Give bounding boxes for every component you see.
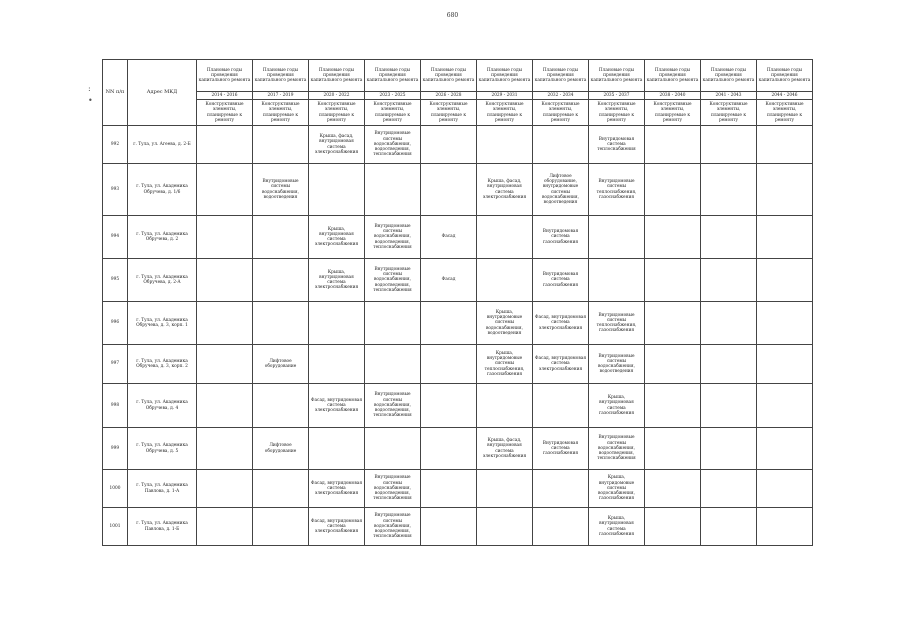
repair-cell xyxy=(701,259,757,302)
header-plan: Плановые годы проведения капитального ремонта xyxy=(477,60,533,92)
repair-cell: Внутридомовые системы водоснабжения, водоотведения xyxy=(589,345,645,384)
header-period: 2020 - 2022 xyxy=(309,92,365,100)
table-row xyxy=(103,470,813,508)
repair-cell: Лифтовое оборудование, внутридомовые системы водоснабжения, водоотведения xyxy=(533,164,589,216)
repair-cell: Крыша, внутридомовая система электроснабжения xyxy=(309,216,365,259)
repair-cell xyxy=(197,164,253,216)
repair-cell: Крыша, фасад, внутридомовая система электроснабжения xyxy=(477,164,533,216)
repair-cell xyxy=(533,470,589,508)
repair-cell xyxy=(701,384,757,428)
header-period: 2035 - 2037 xyxy=(589,92,645,100)
repair-cell xyxy=(701,216,757,259)
repair-cell xyxy=(757,126,813,164)
repair-cell: Внутридомовая система газоснабжения xyxy=(533,216,589,259)
repair-cell xyxy=(365,345,421,384)
table-row xyxy=(103,302,813,345)
row-number: 996 xyxy=(103,302,128,345)
row-number: 1000 xyxy=(103,470,128,508)
table-row xyxy=(103,384,813,428)
repair-cell xyxy=(197,508,253,546)
repair-cell: Крыша, внутридомовые системы водоснабжения, водоотведения xyxy=(477,302,533,345)
repair-cell xyxy=(309,164,365,216)
repair-cell xyxy=(253,259,309,302)
repair-cell xyxy=(645,259,701,302)
repair-cell xyxy=(701,302,757,345)
header-period: 2023 - 2025 xyxy=(365,92,421,100)
row-number: 994 xyxy=(103,216,128,259)
repair-cell xyxy=(421,302,477,345)
header-plan: Плановые годы проведения капитального ремонта xyxy=(309,60,365,92)
header-plan: Плановые годы проведения капитального ремонта xyxy=(701,60,757,92)
repair-cell: Внутридомовые системы водоснабжения, водоотведения xyxy=(253,164,309,216)
repair-cell: Крыша, внутридомовая система электроснабжения xyxy=(309,259,365,302)
repair-cell xyxy=(197,384,253,428)
repair-cell: Фасад xyxy=(421,259,477,302)
table-row xyxy=(103,508,813,546)
repair-cell xyxy=(421,470,477,508)
row-number: 999 xyxy=(103,428,128,470)
repair-cell xyxy=(645,508,701,546)
repair-cell: Фасад, внутридомовая система электроснабжения xyxy=(309,470,365,508)
repair-cell: Крыша, внутридомовые системы водоснабжения, газоснабжения xyxy=(589,470,645,508)
header-period: 2026 - 2028 xyxy=(421,92,477,100)
repair-cell xyxy=(589,259,645,302)
repair-cell xyxy=(253,470,309,508)
row-address: г. Тула, ул. Академика Обручева, д. 2-А xyxy=(128,259,197,302)
page-number: 680 xyxy=(446,12,459,19)
repair-cell xyxy=(365,428,421,470)
repair-cell xyxy=(197,302,253,345)
header-row-plan xyxy=(103,60,813,92)
repair-cell xyxy=(477,259,533,302)
header-period: 2017 - 2019 xyxy=(253,92,309,100)
repair-cell xyxy=(421,126,477,164)
repair-cell xyxy=(197,126,253,164)
header-elements: Конструктивные элементы, планируемые к ремонту xyxy=(757,100,813,126)
repair-cell: Внутридомовые системы водоснабжения, водоотведения, теплоснабжения xyxy=(365,216,421,259)
repair-cell: Крыша, внутридомовая система газоснабжения xyxy=(589,384,645,428)
repair-cell: Крыша, фасад, внутридомовая система электроснабжения xyxy=(477,428,533,470)
repair-cell: Фасад, внутридомовая система электроснабжения xyxy=(533,345,589,384)
header-plan: Плановые годы проведения капитального ремонта xyxy=(365,60,421,92)
repair-cell xyxy=(645,470,701,508)
repair-cell: Крыша, фасад, внутридомовая система электроснабжения xyxy=(309,126,365,164)
repair-cell: Фасад, внутридомовая система электроснабжения xyxy=(309,508,365,546)
repair-cell xyxy=(477,508,533,546)
header-plan: Плановые годы проведения капитального ремонта xyxy=(421,60,477,92)
header-plan: Плановые годы проведения капитального ремонта xyxy=(533,60,589,92)
repair-cell xyxy=(421,164,477,216)
header-period: 2029 - 2031 xyxy=(477,92,533,100)
repair-cell: Фасад, внутридомовая система электроснабжения xyxy=(533,302,589,345)
repair-cell: Крыша, внутридомовая система газоснабжения xyxy=(589,508,645,546)
repair-cell xyxy=(757,428,813,470)
repair-cell xyxy=(365,302,421,345)
header-plan: Плановые годы проведения капитального ремонта xyxy=(197,60,253,92)
repair-cell xyxy=(253,126,309,164)
header-plan: Плановые годы проведения капитального ремонта xyxy=(589,60,645,92)
repair-cell xyxy=(701,508,757,546)
header-row-periods xyxy=(103,92,813,100)
table-row xyxy=(103,259,813,302)
repair-cell xyxy=(701,428,757,470)
repair-cell: Фасад, внутридомовая система электроснабжения xyxy=(309,384,365,428)
repair-cell xyxy=(645,126,701,164)
repair-cell xyxy=(645,164,701,216)
repair-cell: Внутридомовая система газоснабжения xyxy=(533,259,589,302)
repair-cell xyxy=(253,302,309,345)
repair-cell xyxy=(309,345,365,384)
repair-cell xyxy=(701,470,757,508)
row-address: г. Тула, ул. Агеева, д. 2-Б xyxy=(128,126,197,164)
repair-cell xyxy=(421,384,477,428)
repair-cell: Внутридомовая система газоснабжения xyxy=(533,428,589,470)
row-number: 997 xyxy=(103,345,128,384)
header-elements: Конструктивные элементы, планируемые к ремонту xyxy=(533,100,589,126)
header-period: 2044 - 2046 xyxy=(757,92,813,100)
repair-schedule-table xyxy=(102,59,813,546)
repair-cell xyxy=(757,345,813,384)
table-body xyxy=(103,126,813,546)
header-address: Адрес МКД xyxy=(128,60,197,126)
repair-cell xyxy=(533,126,589,164)
repair-cell xyxy=(645,428,701,470)
scan-mark: : xyxy=(88,84,91,93)
repair-cell xyxy=(421,428,477,470)
repair-cell xyxy=(589,216,645,259)
repair-cell xyxy=(645,345,701,384)
table-row xyxy=(103,345,813,384)
table-row xyxy=(103,126,813,164)
repair-cell xyxy=(645,216,701,259)
header-elements: Конструктивные элементы, планируемые к ремонту xyxy=(645,100,701,126)
repair-cell xyxy=(309,302,365,345)
row-number: 1001 xyxy=(103,508,128,546)
row-address: г. Тула, ул. Академика Павлова, д. 1-А xyxy=(128,470,197,508)
repair-cell xyxy=(757,164,813,216)
row-address: г. Тула, ул. Академика Обручева, д. 3, корп. 1 xyxy=(128,302,197,345)
repair-cell xyxy=(197,470,253,508)
repair-cell xyxy=(477,470,533,508)
repair-cell: Лифтовое оборудование xyxy=(253,428,309,470)
repair-cell xyxy=(757,216,813,259)
row-number: 998 xyxy=(103,384,128,428)
header-elements: Конструктивные элементы, планируемые к ремонту xyxy=(365,100,421,126)
repair-cell: Крыша, внутридомовые системы теплоснабжения, газоснабжения xyxy=(477,345,533,384)
repair-cell xyxy=(701,126,757,164)
repair-cell: Внутридомовые системы водоснабжения, водоотведения, теплоснабжения xyxy=(365,508,421,546)
repair-cell xyxy=(757,384,813,428)
repair-cell xyxy=(645,384,701,428)
repair-cell xyxy=(533,508,589,546)
header-plan: Плановые годы проведения капитального ремонта xyxy=(757,60,813,92)
repair-cell xyxy=(757,508,813,546)
repair-cell: Внутридомовая система теплоснабжения xyxy=(589,126,645,164)
repair-cell xyxy=(253,216,309,259)
repair-cell xyxy=(197,259,253,302)
repair-cell xyxy=(421,508,477,546)
header-period: 2041 - 2043 xyxy=(701,92,757,100)
repair-cell xyxy=(757,302,813,345)
repair-cell: Внутридомовые системы теплоснабжения, газоснабжения xyxy=(589,164,645,216)
header-plan: Плановые годы проведения капитального ремонта xyxy=(645,60,701,92)
row-address: г. Тула, ул. Академика Обручева, д. 4 xyxy=(128,384,197,428)
row-address: г. Тула, ул. Академика Обручева, д. 2 xyxy=(128,216,197,259)
repair-cell xyxy=(757,259,813,302)
header-elements: Конструктивные элементы, планируемые к ремонту xyxy=(309,100,365,126)
header-period: 2038 - 2040 xyxy=(645,92,701,100)
repair-cell xyxy=(197,428,253,470)
header-elements: Конструктивные элементы, планируемые к ремонту xyxy=(421,100,477,126)
repair-cell xyxy=(645,302,701,345)
repair-cell xyxy=(533,384,589,428)
repair-cell xyxy=(421,345,477,384)
table-row xyxy=(103,164,813,216)
repair-cell: Лифтовое оборудование xyxy=(253,345,309,384)
repair-cell xyxy=(253,508,309,546)
header-period: 2014 - 2016 xyxy=(197,92,253,100)
repair-cell xyxy=(477,216,533,259)
row-address: г. Тула, ул. Академика Обручева, д. 3, корп. 2 xyxy=(128,345,197,384)
repair-cell xyxy=(365,164,421,216)
repair-cell: Внутридомовые системы водоснабжения, водоотведения, теплоснабжения xyxy=(365,126,421,164)
table-row xyxy=(103,216,813,259)
row-number: 992 xyxy=(103,126,128,164)
repair-cell: Внутридомовые системы теплоснабжения, газоснабжения xyxy=(589,302,645,345)
repair-cell: Фасад xyxy=(421,216,477,259)
row-address: г. Тула, ул. Академика Обручева, д. 5 xyxy=(128,428,197,470)
repair-cell xyxy=(253,384,309,428)
row-address: г. Тула, ул. Академика Обручева, д. 1/6 xyxy=(128,164,197,216)
repair-cell: Внутридомовые системы водоснабжения, водоотведения, теплоснабжения xyxy=(365,259,421,302)
repair-cell xyxy=(477,126,533,164)
repair-cell: Внутридомовые системы водоснабжения, водоотведения, теплоснабжения xyxy=(365,470,421,508)
repair-cell xyxy=(757,470,813,508)
repair-cell xyxy=(197,345,253,384)
row-number: 995 xyxy=(103,259,128,302)
table-row xyxy=(103,428,813,470)
repair-cell: Внутридомовые системы водоснабжения, водоотведения, теплоснабжения xyxy=(365,384,421,428)
header-elements: Конструктивные элементы, планируемые к ремонту xyxy=(253,100,309,126)
header-period: 2032 - 2034 xyxy=(533,92,589,100)
header-elements: Конструктивные элементы, планируемые к ремонту xyxy=(589,100,645,126)
header-elements: Конструктивные элементы, планируемые к ремонту xyxy=(701,100,757,126)
header-elements: Конструктивные элементы, планируемые к ремонту xyxy=(197,100,253,126)
repair-cell xyxy=(309,428,365,470)
scan-mark: • xyxy=(88,96,93,105)
repair-cell xyxy=(701,164,757,216)
row-number: 993 xyxy=(103,164,128,216)
repair-cell xyxy=(477,384,533,428)
header-elements: Конструктивные элементы, планируемые к ремонту xyxy=(477,100,533,126)
repair-cell: Внутридомовые системы водоснабжения, водоотведения, теплоснабжения xyxy=(589,428,645,470)
repair-cell xyxy=(701,345,757,384)
row-address: г. Тула, ул. Академика Павлова, д. 1-Б xyxy=(128,508,197,546)
repair-cell xyxy=(197,216,253,259)
header-row-elements xyxy=(103,100,813,126)
header-plan: Плановые годы проведения капитального ремонта xyxy=(253,60,309,92)
header-num: NN п/п xyxy=(103,60,128,126)
